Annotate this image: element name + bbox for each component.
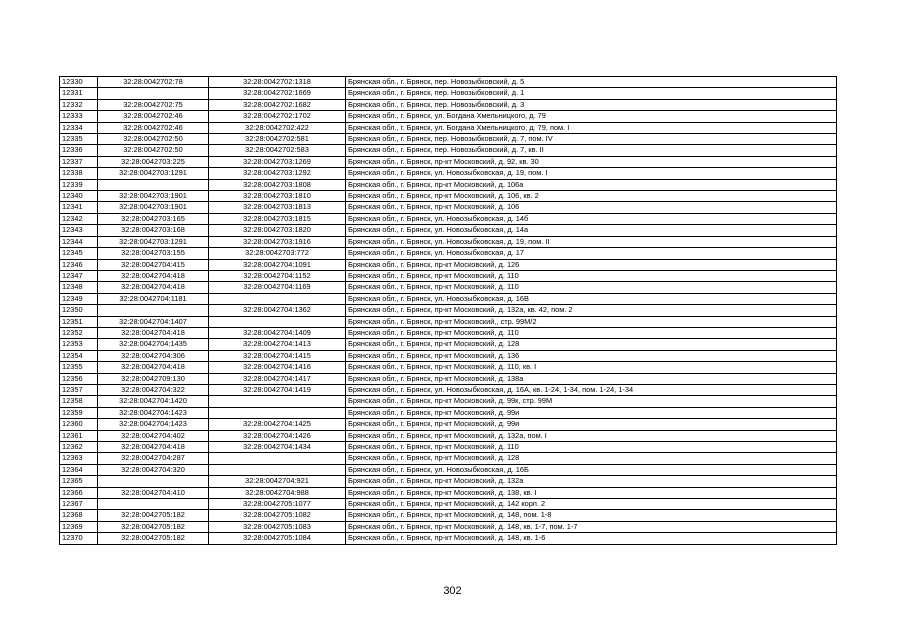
object-cadastral-number-cell (209, 396, 346, 407)
row-number-cell: 12361 (60, 430, 98, 441)
row-number-cell: 12337 (60, 156, 98, 167)
row-number-cell: 12357 (60, 384, 98, 395)
address-cell: Брянская обл., г. Брянск, ул. Новозыбковская, д. 19, пом. I (346, 168, 837, 179)
table-row (60, 122, 837, 133)
row-number-cell: 12342 (60, 213, 98, 224)
parcel-cadastral-number-cell: 32:28:0042702:50 (98, 134, 209, 145)
row-number-cell: 12344 (60, 236, 98, 247)
address-cell: Брянская обл., г. Брянск, пр-кт Московский, д. 99и (346, 407, 837, 418)
object-cadastral-number-cell: 32:28:0042704:1152 (209, 270, 346, 281)
address-cell: Брянская обл., г. Брянск, пер. Новозыбковский, д. 1 (346, 88, 837, 99)
parcel-cadastral-number-cell: 32:28:0042704:320 (98, 464, 209, 475)
row-number-cell: 12353 (60, 339, 98, 350)
row-number-cell: 12334 (60, 122, 98, 133)
table-row (60, 156, 837, 167)
address-cell: Брянская обл., г. Брянск, пр-кт Московский, д. 132а, пом. I (346, 430, 837, 441)
address-cell: Брянская обл., г. Брянск, пер. Новозыбковский, д. 7, кв. II (346, 145, 837, 156)
parcel-cadastral-number-cell (98, 499, 209, 510)
object-cadastral-number-cell: 32:28:0042704:1434 (209, 442, 346, 453)
object-cadastral-number-cell: 32:28:0042703:1292 (209, 168, 346, 179)
object-cadastral-number-cell: 32:28:0042703:1810 (209, 191, 346, 202)
object-cadastral-number-cell (209, 293, 346, 304)
address-cell: Брянская обл., г. Брянск, пр-кт Московский, д. 138, кв. I (346, 487, 837, 498)
parcel-cadastral-number-cell: 32:28:0042704:1423 (98, 419, 209, 430)
address-cell: Брянская обл., г. Брянск, пр-кт Московский, д. 128 (346, 339, 837, 350)
parcel-cadastral-number-cell: 32:28:0042705:182 (98, 521, 209, 532)
object-cadastral-number-cell: 32:28:0042703:1820 (209, 225, 346, 236)
table-row (60, 111, 837, 122)
address-cell: Брянская обл., г. Брянск, пр-кт Московский, д. 110 (346, 442, 837, 453)
parcel-cadastral-number-cell (98, 179, 209, 190)
row-number-cell: 12330 (60, 77, 98, 88)
parcel-cadastral-number-cell: 32:28:0042704:287 (98, 453, 209, 464)
table-row (60, 419, 837, 430)
parcel-cadastral-number-cell: 32:28:0042704:1435 (98, 339, 209, 350)
table-row (60, 282, 837, 293)
table-row (60, 259, 837, 270)
row-number-cell: 12343 (60, 225, 98, 236)
object-cadastral-number-cell: 32:28:0042702:1318 (209, 77, 346, 88)
table-row (60, 305, 837, 316)
object-cadastral-number-cell: 32:28:0042702:1702 (209, 111, 346, 122)
row-number-cell: 12340 (60, 191, 98, 202)
row-number-cell: 12331 (60, 88, 98, 99)
parcel-cadastral-number-cell: 32:28:0042704:402 (98, 430, 209, 441)
object-cadastral-number-cell: 32:28:0042703:1269 (209, 156, 346, 167)
table-row (60, 77, 837, 88)
row-number-cell: 12360 (60, 419, 98, 430)
address-cell: Брянская обл., г. Брянск, пер. Новозыбковский, д. 3 (346, 99, 837, 110)
row-number-cell: 12350 (60, 305, 98, 316)
table-row (60, 316, 837, 327)
object-cadastral-number-cell (209, 453, 346, 464)
row-number-cell: 12368 (60, 510, 98, 521)
address-cell: Брянская обл., г. Брянск, ул. Богдана Хмельницкого, д. 79 (346, 111, 837, 122)
address-cell: Брянская обл., г. Брянск, ул. Новозыбковская, д. 16В (346, 293, 837, 304)
table-row (60, 350, 837, 361)
object-cadastral-number-cell: 32:28:0042703:1808 (209, 179, 346, 190)
parcel-cadastral-number-cell: 32:28:0042702:46 (98, 122, 209, 133)
address-cell: Брянская обл., г. Брянск, пр-кт Московский, д. 110 (346, 327, 837, 338)
row-number-cell: 12359 (60, 407, 98, 418)
address-cell: Брянская обл., г. Брянск, пр-кт Московский, д. 99к, стр. 99М (346, 396, 837, 407)
table-row (60, 293, 837, 304)
row-number-cell: 12333 (60, 111, 98, 122)
row-number-cell: 12369 (60, 521, 98, 532)
parcel-cadastral-number-cell: 32:28:0042703:165 (98, 213, 209, 224)
page-number: 302 (443, 585, 462, 597)
table-row (60, 339, 837, 350)
object-cadastral-number-cell (209, 407, 346, 418)
address-cell: Брянская обл., г. Брянск, ул. Новозыбковская, д. 14б (346, 213, 837, 224)
object-cadastral-number-cell: 32:28:0042702:1682 (209, 99, 346, 110)
address-cell: Брянская обл., г. Брянск, пр-кт Московский, д. 110 (346, 282, 837, 293)
address-cell: Брянская обл., г. Брянск, пр-кт Московский, д. 99и (346, 419, 837, 430)
parcel-cadastral-number-cell: 32:28:0042702:78 (98, 77, 209, 88)
address-cell: Брянская обл., г. Брянск, пр-кт Московский, д. 92, кв. 30 (346, 156, 837, 167)
row-number-cell: 12367 (60, 499, 98, 510)
parcel-cadastral-number-cell: 32:28:0042703:168 (98, 225, 209, 236)
object-cadastral-number-cell: 32:28:0042704:1413 (209, 339, 346, 350)
address-cell: Брянская обл., г. Брянск, ул. Новозыбковская, д. 16Б (346, 464, 837, 475)
table-row (60, 179, 837, 190)
row-number-cell: 12347 (60, 270, 98, 281)
object-cadastral-number-cell (209, 464, 346, 475)
address-cell: Брянская обл., г. Брянск, пр-кт Московский, д. 110, кв. I (346, 362, 837, 373)
object-cadastral-number-cell: 32:28:0042704:921 (209, 476, 346, 487)
object-cadastral-number-cell: 32:28:0042703:1916 (209, 236, 346, 247)
object-cadastral-number-cell: 32:28:0042704:1417 (209, 373, 346, 384)
table-row (60, 236, 837, 247)
address-cell: Брянская обл., г. Брянск, пр-кт Московский, д. 106, кв. 2 (346, 191, 837, 202)
table-row (60, 442, 837, 453)
address-cell: Брянская обл., г. Брянск, пр-кт Московский, д. 142 корп. 2 (346, 499, 837, 510)
object-cadastral-number-cell: 32:28:0042702:1669 (209, 88, 346, 99)
object-cadastral-number-cell: 32:28:0042702:581 (209, 134, 346, 145)
row-number-cell: 12366 (60, 487, 98, 498)
table-row (60, 510, 837, 521)
address-cell: Брянская обл., г. Брянск, пр-кт Московский, д. 136 (346, 350, 837, 361)
address-cell: Брянская обл., г. Брянск, ул. Богдана Хмельницкого, д. 79, пом. I (346, 122, 837, 133)
table-row (60, 248, 837, 259)
object-cadastral-number-cell: 32:28:0042703:1815 (209, 213, 346, 224)
row-number-cell: 12352 (60, 327, 98, 338)
parcel-cadastral-number-cell: 32:28:0042704:418 (98, 327, 209, 338)
row-number-cell: 12335 (60, 134, 98, 145)
parcel-cadastral-number-cell: 32:28:0042704:415 (98, 259, 209, 270)
table-row (60, 396, 837, 407)
parcel-cadastral-number-cell: 32:28:0042703:225 (98, 156, 209, 167)
address-cell: Брянская обл., г. Брянск, ул. Новозыбковская, д. 14а (346, 225, 837, 236)
object-cadastral-number-cell: 32:28:0042704:1425 (209, 419, 346, 430)
parcel-cadastral-number-cell: 32:28:0042704:306 (98, 350, 209, 361)
table-row (60, 88, 837, 99)
parcel-cadastral-number-cell: 32:28:0042705:182 (98, 510, 209, 521)
parcel-cadastral-number-cell: 32:28:0042709:130 (98, 373, 209, 384)
parcel-cadastral-number-cell: 32:28:0042703:1901 (98, 202, 209, 213)
row-number-cell: 12370 (60, 533, 98, 544)
address-cell: Брянская обл., г. Брянск, пр-кт Московский, д. 106а (346, 179, 837, 190)
object-cadastral-number-cell: 32:28:0042705:1077 (209, 499, 346, 510)
row-number-cell: 12336 (60, 145, 98, 156)
registry-table (59, 76, 837, 545)
row-number-cell: 12364 (60, 464, 98, 475)
row-number-cell: 12351 (60, 316, 98, 327)
object-cadastral-number-cell: 32:28:0042704:1169 (209, 282, 346, 293)
object-cadastral-number-cell: 32:28:0042704:1419 (209, 384, 346, 395)
table-row (60, 487, 837, 498)
address-cell: Брянская обл., г. Брянск, ул. Новозыбковская, д. 17 (346, 248, 837, 259)
table-row (60, 202, 837, 213)
address-cell: Брянская обл., г. Брянск, пр-кт Московский, д. 132а, кв. 42, пом. 2 (346, 305, 837, 316)
table-row (60, 499, 837, 510)
row-number-cell: 12362 (60, 442, 98, 453)
object-cadastral-number-cell: 32:28:0042704:1416 (209, 362, 346, 373)
address-cell: Брянская обл., г. Брянск, пр-кт Московский, д. 138а (346, 373, 837, 384)
table-row (60, 168, 837, 179)
object-cadastral-number-cell: 32:28:0042704:1415 (209, 350, 346, 361)
parcel-cadastral-number-cell: 32:28:0042705:182 (98, 533, 209, 544)
row-number-cell: 12363 (60, 453, 98, 464)
table-row (60, 225, 837, 236)
row-number-cell: 12345 (60, 248, 98, 259)
address-cell: Брянская обл., г. Брянск, пр-кт Московский, д. 106 (346, 202, 837, 213)
object-cadastral-number-cell: 32:28:0042704:1362 (209, 305, 346, 316)
row-number-cell: 12346 (60, 259, 98, 270)
table-row (60, 99, 837, 110)
object-cadastral-number-cell: 32:28:0042702:583 (209, 145, 346, 156)
row-number-cell: 12339 (60, 179, 98, 190)
table-row (60, 362, 837, 373)
address-cell: Брянская обл., г. Брянск, пер. Новозыбковский, д. 5 (346, 77, 837, 88)
parcel-cadastral-number-cell: 32:28:0042704:418 (98, 282, 209, 293)
address-cell: Брянская обл., г. Брянск, ул. Новозыбковская, д. 16А, кв. 1-24, 1-34, пом. 1-24, 1-34 (346, 384, 837, 395)
row-number-cell: 12358 (60, 396, 98, 407)
parcel-cadastral-number-cell: 32:28:0042703:1291 (98, 236, 209, 247)
parcel-cadastral-number-cell (98, 305, 209, 316)
parcel-cadastral-number-cell: 32:28:0042704:1407 (98, 316, 209, 327)
object-cadastral-number-cell: 32:28:0042705:1083 (209, 521, 346, 532)
address-cell: Брянская обл., г. Брянск, пр-кт Московский,, стр. 99М/2 (346, 316, 837, 327)
object-cadastral-number-cell: 32:28:0042705:1082 (209, 510, 346, 521)
table-row (60, 453, 837, 464)
address-cell: Брянская обл., г. Брянск, пр-кт Московский, д. 110 (346, 270, 837, 281)
table-row (60, 270, 837, 281)
table-row (60, 407, 837, 418)
parcel-cadastral-number-cell: 32:28:0042703:1901 (98, 191, 209, 202)
object-cadastral-number-cell: 32:28:0042704:1091 (209, 259, 346, 270)
object-cadastral-number-cell: 32:28:0042704:1426 (209, 430, 346, 441)
table-row (60, 476, 837, 487)
object-cadastral-number-cell: 32:28:0042702:422 (209, 122, 346, 133)
parcel-cadastral-number-cell: 32:28:0042702:75 (98, 99, 209, 110)
table-row (60, 464, 837, 475)
table-row (60, 134, 837, 145)
address-cell: Брянская обл., г. Брянск, пр-кт Московский, д. 148, пом. 1-8 (346, 510, 837, 521)
table-row (60, 430, 837, 441)
object-cadastral-number-cell: 32:28:0042703:772 (209, 248, 346, 259)
object-cadastral-number-cell: 32:28:0042703:1813 (209, 202, 346, 213)
parcel-cadastral-number-cell: 32:28:0042702:50 (98, 145, 209, 156)
object-cadastral-number-cell: 32:28:0042705:1084 (209, 533, 346, 544)
table-row (60, 373, 837, 384)
registry-table-body (60, 77, 837, 545)
table-row (60, 213, 837, 224)
parcel-cadastral-number-cell (98, 476, 209, 487)
object-cadastral-number-cell: 32:28:0042704:988 (209, 487, 346, 498)
parcel-cadastral-number-cell: 32:28:0042702:46 (98, 111, 209, 122)
parcel-cadastral-number-cell: 32:28:0042704:418 (98, 442, 209, 453)
address-cell: Брянская обл., г. Брянск, ул. Новозыбковская, д. 19, пом. II (346, 236, 837, 247)
table-row (60, 191, 837, 202)
object-cadastral-number-cell (209, 316, 346, 327)
parcel-cadastral-number-cell: 32:28:0042704:418 (98, 362, 209, 373)
parcel-cadastral-number-cell: 32:28:0042704:1420 (98, 396, 209, 407)
row-number-cell: 12349 (60, 293, 98, 304)
parcel-cadastral-number-cell: 32:28:0042703:155 (98, 248, 209, 259)
row-number-cell: 12356 (60, 373, 98, 384)
row-number-cell: 12354 (60, 350, 98, 361)
address-cell: Брянская обл., г. Брянск, пр-кт Московский, д. 132а (346, 476, 837, 487)
row-number-cell: 12348 (60, 282, 98, 293)
row-number-cell: 12332 (60, 99, 98, 110)
row-number-cell: 12365 (60, 476, 98, 487)
address-cell: Брянская обл., г. Брянск, пр-кт Московский, д. 126 (346, 259, 837, 270)
table-row (60, 533, 837, 544)
table-row (60, 327, 837, 338)
parcel-cadastral-number-cell: 32:28:0042704:1423 (98, 407, 209, 418)
object-cadastral-number-cell: 32:28:0042704:1409 (209, 327, 346, 338)
address-cell: Брянская обл., г. Брянск, пр-кт Московский, д. 148, кв. 1-7, пом. 1-7 (346, 521, 837, 532)
parcel-cadastral-number-cell: 32:28:0042704:322 (98, 384, 209, 395)
parcel-cadastral-number-cell: 32:28:0042703:1291 (98, 168, 209, 179)
parcel-cadastral-number-cell: 32:28:0042704:410 (98, 487, 209, 498)
parcel-cadastral-number-cell (98, 88, 209, 99)
address-cell: Брянская обл., г. Брянск, пер. Новозыбковский, д. 7, пом. IV (346, 134, 837, 145)
parcel-cadastral-number-cell: 32:28:0042704:418 (98, 270, 209, 281)
address-cell: Брянская обл., г. Брянск, пр-кт Московский, д. 148, кв. 1-6 (346, 533, 837, 544)
parcel-cadastral-number-cell: 32:28:0042704:1181 (98, 293, 209, 304)
table-row (60, 384, 837, 395)
row-number-cell: 12341 (60, 202, 98, 213)
row-number-cell: 12338 (60, 168, 98, 179)
table-row (60, 521, 837, 532)
table-row (60, 145, 837, 156)
row-number-cell: 12355 (60, 362, 98, 373)
address-cell: Брянская обл., г. Брянск, пр-кт Московский, д. 128 (346, 453, 837, 464)
